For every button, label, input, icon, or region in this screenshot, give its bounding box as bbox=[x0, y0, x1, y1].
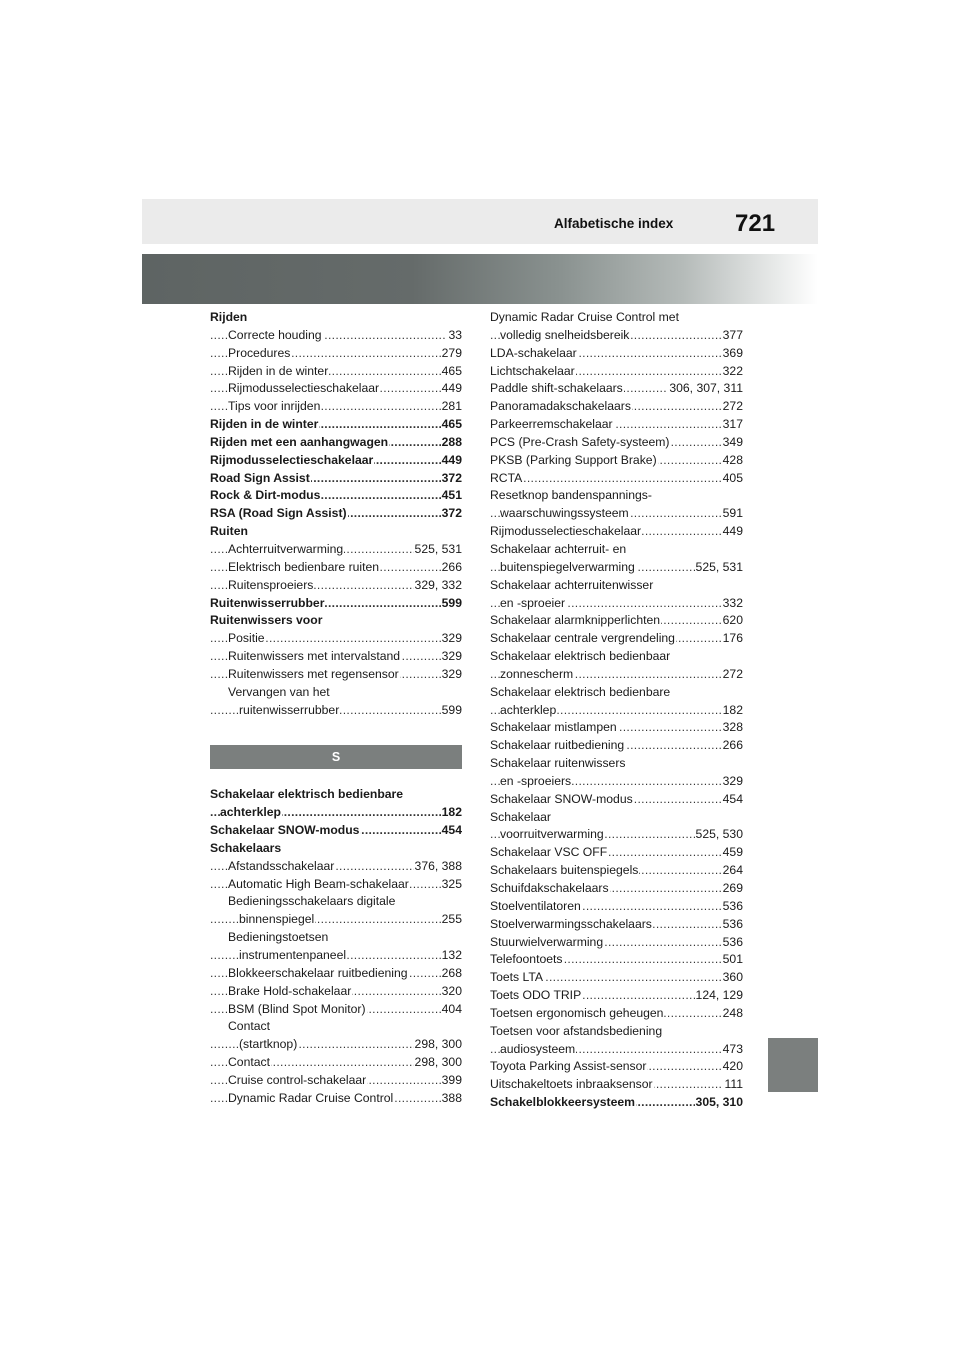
index-term: Schakelaar VSC OFF bbox=[490, 845, 608, 860]
index-entry bbox=[490, 773, 743, 791]
index-entry bbox=[490, 363, 743, 381]
header-title: Alfabetische index bbox=[554, 216, 674, 231]
index-page-ref: 360 bbox=[722, 969, 743, 987]
index-page-ref: 536 bbox=[722, 898, 743, 916]
index-term: en -sproeiers bbox=[500, 773, 572, 788]
index-page-ref: 329 bbox=[722, 773, 743, 791]
index-page-ref: 266 bbox=[722, 737, 743, 755]
index-entry bbox=[210, 804, 462, 822]
index-page-ref: 372 bbox=[441, 505, 462, 523]
index-entry bbox=[490, 612, 743, 630]
index-entry bbox=[490, 898, 743, 916]
section-header-s: S bbox=[210, 745, 462, 769]
index-term: Afstandsschakelaar bbox=[228, 858, 335, 873]
index-entry bbox=[490, 737, 743, 755]
index-term: volledig snelheidsbereik bbox=[500, 327, 630, 342]
index-entry bbox=[490, 452, 743, 470]
index-entry bbox=[490, 826, 743, 844]
index-entry bbox=[210, 858, 462, 876]
index-term: en -sproeier bbox=[500, 595, 566, 610]
index-page-ref: 459 bbox=[722, 844, 743, 862]
index-term: Automatic High Beam-schakelaar bbox=[228, 876, 409, 891]
index-page-ref: 405 bbox=[722, 470, 743, 488]
index-term: instrumentenpaneel bbox=[239, 948, 347, 962]
index-page-ref: 465 bbox=[441, 363, 462, 381]
index-entry bbox=[210, 434, 462, 452]
index-page-ref: 320 bbox=[441, 983, 462, 1001]
index-entry bbox=[210, 684, 462, 702]
index-page-ref: 272 bbox=[722, 398, 743, 416]
index-term: Rijden in de winter bbox=[228, 363, 329, 378]
index-page-ref: 525, 531 bbox=[695, 559, 743, 577]
index-column-left bbox=[210, 309, 462, 1108]
index-entry bbox=[490, 595, 743, 613]
index-term: PCS (Pre-Crash Safety-systeem) bbox=[490, 434, 670, 449]
index-entry bbox=[490, 862, 743, 880]
index-term: Cruise control-schakelaar bbox=[228, 1072, 367, 1087]
index-term: Schakelaar alarmknipperlichten bbox=[490, 613, 661, 628]
index-entry bbox=[490, 1041, 743, 1059]
index-page-ref: 473 bbox=[722, 1041, 743, 1059]
index-term: Vervangen van het bbox=[228, 684, 330, 699]
index-entry bbox=[210, 876, 462, 894]
section-thumb-tab bbox=[768, 1038, 818, 1092]
index-entry bbox=[490, 916, 743, 934]
index-page-ref: 449 bbox=[441, 380, 462, 398]
index-entry bbox=[210, 893, 462, 911]
index-entry bbox=[210, 702, 462, 720]
index-page-ref: 465 bbox=[441, 416, 462, 434]
index-entry bbox=[490, 398, 743, 416]
index-page-ref: 255 bbox=[441, 911, 462, 929]
index-entry bbox=[490, 1076, 743, 1094]
index-term: Ruiten bbox=[210, 524, 248, 539]
index-entry bbox=[210, 505, 462, 523]
index-entry bbox=[210, 559, 462, 577]
index-term: audiosysteem bbox=[500, 1041, 576, 1056]
index-entry bbox=[210, 327, 462, 345]
index-entry bbox=[210, 398, 462, 416]
index-page-ref: 288 bbox=[441, 434, 462, 452]
index-term: Tips voor inrijden bbox=[228, 399, 321, 414]
index-entry bbox=[210, 595, 462, 613]
index-list-s bbox=[210, 786, 462, 1107]
index-term: buitenspiegelverwarming bbox=[500, 559, 635, 574]
index-entry bbox=[490, 1023, 743, 1041]
index-entry bbox=[210, 929, 462, 947]
index-term: Schakelaar bbox=[490, 809, 551, 824]
index-entry bbox=[210, 648, 462, 666]
index-term: Schakelaar mistlampen bbox=[490, 720, 617, 735]
index-term: waarschuwingssysteem bbox=[500, 506, 629, 521]
index-entry bbox=[210, 1001, 462, 1019]
index-entry bbox=[490, 666, 743, 684]
index-entry bbox=[490, 345, 743, 363]
index-page-ref: 322 bbox=[722, 363, 743, 381]
index-entry bbox=[490, 987, 743, 1005]
index-entry bbox=[490, 559, 743, 577]
header-gradient-band bbox=[142, 254, 818, 304]
index-entry bbox=[490, 577, 743, 595]
index-entry bbox=[210, 345, 462, 363]
index-term: Stoelventilatoren bbox=[490, 898, 581, 913]
index-term: Schakelaar SNOW-modus bbox=[210, 823, 360, 838]
index-term: Resetknop bandenspannings- bbox=[490, 488, 652, 503]
index-term: Panoramadakschakelaars bbox=[490, 399, 631, 414]
index-page-ref: 272 bbox=[722, 666, 743, 684]
index-entry bbox=[210, 840, 462, 858]
index-page-ref: 525, 530 bbox=[695, 826, 743, 844]
index-entry bbox=[210, 541, 462, 559]
index-entry bbox=[210, 666, 462, 684]
index-term: Schakelaar elektrisch bedienbaar bbox=[490, 649, 671, 664]
index-term: Schakelaars buitenspiegels bbox=[490, 863, 639, 878]
index-entry bbox=[210, 822, 462, 840]
index-entry bbox=[490, 934, 743, 952]
index-page-ref: 306, 307, 311 bbox=[668, 380, 743, 398]
index-entry bbox=[490, 880, 743, 898]
index-term: Rijmodusselectieschakelaar bbox=[210, 452, 374, 467]
index-entry bbox=[210, 983, 462, 1001]
index-entry bbox=[490, 755, 743, 773]
index-entry bbox=[210, 1054, 462, 1072]
index-term: Parkeerremschakelaar bbox=[490, 417, 613, 432]
index-term: Bedieningstoetsen bbox=[228, 930, 329, 945]
index-entry bbox=[490, 684, 743, 702]
index-term: Ruitenwisserrubber bbox=[210, 595, 325, 610]
index-term: Schakelaar centrale vergrendeling bbox=[490, 631, 675, 646]
index-term: Rijden in de winter bbox=[210, 417, 319, 432]
index-page-ref: 404 bbox=[441, 1001, 462, 1019]
index-entry bbox=[210, 1036, 462, 1054]
index-term: Brake Hold-schakelaar bbox=[228, 983, 352, 998]
index-entry bbox=[490, 505, 743, 523]
index-page-ref: 428 bbox=[722, 452, 743, 470]
index-term: Lichtschakelaar bbox=[490, 363, 575, 378]
index-term: Schakelaar achterruit- en bbox=[490, 541, 627, 556]
index-entry bbox=[210, 1018, 462, 1036]
index-entry bbox=[490, 1094, 743, 1112]
index-entry bbox=[490, 487, 743, 505]
index-entry bbox=[490, 380, 743, 398]
index-term: achterklep bbox=[500, 702, 557, 717]
index-page-ref: 269 bbox=[722, 880, 743, 898]
index-page-ref: 111 bbox=[723, 1076, 743, 1094]
index-term: Rijden met een aanhangwagen bbox=[210, 434, 389, 449]
index-term: Schakelaars bbox=[210, 840, 282, 855]
header-bar bbox=[142, 199, 818, 244]
index-entry bbox=[490, 309, 743, 327]
index-term: Toetsen voor afstandsbediening bbox=[490, 1023, 663, 1038]
index-page-ref: 501 bbox=[722, 951, 743, 969]
index-entry bbox=[490, 648, 743, 666]
index-entry bbox=[490, 1005, 743, 1023]
index-term: Contact bbox=[228, 1019, 271, 1034]
index-entry bbox=[210, 911, 462, 929]
index-entry bbox=[490, 844, 743, 862]
index-term: Toetsen ergonomisch geheugen bbox=[490, 1005, 664, 1020]
index-term: Schakelaar ruitbediening bbox=[490, 738, 625, 753]
index-page-ref: 266 bbox=[441, 559, 462, 577]
index-page-ref: 124, 129 bbox=[695, 987, 743, 1005]
index-page-ref: 372 bbox=[441, 470, 462, 488]
index-term: zonnescherm bbox=[500, 666, 574, 681]
index-page-ref: 599 bbox=[441, 595, 462, 613]
index-page-ref: 264 bbox=[722, 862, 743, 880]
index-term: Achterruitverwarming bbox=[228, 541, 344, 556]
index-entry bbox=[210, 363, 462, 381]
index-entry bbox=[490, 719, 743, 737]
index-page-ref: 369 bbox=[722, 345, 743, 363]
index-page-ref: 317 bbox=[722, 416, 743, 434]
index-list-s-continued bbox=[490, 309, 743, 1112]
index-page-ref: 454 bbox=[441, 822, 462, 840]
index-page-ref: 454 bbox=[722, 791, 743, 809]
index-page-ref: 451 bbox=[441, 487, 462, 505]
index-page-ref: 599 bbox=[441, 702, 462, 720]
index-page-ref: 305, 310 bbox=[695, 1094, 743, 1112]
index-term: Rijmodusselectieschakelaar bbox=[228, 381, 380, 396]
index-entry bbox=[210, 1072, 462, 1090]
index-page-ref: 281 bbox=[441, 398, 462, 416]
index-term: Stoelverwarmingsschakelaars bbox=[490, 916, 652, 931]
index-term: BSM (Blind Spot Monitor) bbox=[228, 1001, 366, 1016]
index-entry bbox=[210, 577, 462, 595]
index-term: Toets LTA bbox=[490, 970, 544, 985]
index-term: voorruitverwarming bbox=[500, 827, 604, 842]
index-page-ref: 248 bbox=[722, 1005, 743, 1023]
index-term: Schakelaar elektrisch bedienbare bbox=[210, 787, 404, 802]
index-entry bbox=[490, 434, 743, 452]
index-term: Rijden bbox=[210, 310, 248, 324]
index-term: Ruitenwissers met intervalstand bbox=[228, 649, 401, 664]
index-page-ref: 298, 300 bbox=[414, 1054, 462, 1072]
index-term: Ruitensproeiers bbox=[228, 577, 314, 592]
index-page-ref: 420 bbox=[722, 1058, 743, 1076]
index-entry bbox=[210, 452, 462, 470]
index-entry bbox=[490, 809, 743, 827]
index-entry bbox=[490, 702, 743, 720]
index-page-ref: 536 bbox=[722, 934, 743, 952]
index-column-right bbox=[490, 309, 743, 1112]
index-page-ref: 132 bbox=[441, 947, 462, 965]
index-term: Rock & Dirt-modus bbox=[210, 488, 321, 503]
index-entry bbox=[210, 487, 462, 505]
page-number: 721 bbox=[735, 210, 776, 237]
index-entry bbox=[210, 612, 462, 630]
index-term: Dynamic Radar Cruise Control bbox=[228, 1090, 394, 1105]
index-page-ref: 332 bbox=[722, 595, 743, 613]
index-page-ref: 329 bbox=[441, 648, 462, 666]
index-term: binnenspiegel bbox=[239, 912, 315, 927]
index-term: Schakelaar achterruitenwisser bbox=[490, 577, 654, 592]
index-entry bbox=[490, 969, 743, 987]
index-entry bbox=[490, 541, 743, 559]
index-page-ref: 182 bbox=[722, 702, 743, 720]
index-term: Schakelaar elektrisch bedienbare bbox=[490, 684, 671, 699]
index-page-ref: 328 bbox=[722, 719, 743, 737]
index-page-ref: 325 bbox=[441, 876, 462, 894]
index-page-ref: 329 bbox=[441, 630, 462, 648]
index-page-ref: 525, 531 bbox=[414, 541, 462, 559]
index-page-ref: 176 bbox=[722, 630, 743, 648]
index-entry bbox=[490, 416, 743, 434]
index-entry bbox=[490, 470, 743, 488]
index-entry bbox=[490, 523, 743, 541]
index-term: Bedieningsschakelaars digitale bbox=[228, 894, 396, 909]
index-term: Positie bbox=[228, 631, 265, 646]
index-entry bbox=[210, 523, 462, 541]
index-term: Contact bbox=[228, 1055, 271, 1070]
index-term: Uitschakeltoets inbraaksensor bbox=[490, 1077, 653, 1092]
index-page-ref: 591 bbox=[722, 505, 743, 523]
index-term: Schuifdakschakelaars bbox=[490, 881, 609, 895]
index-entry bbox=[490, 327, 743, 345]
index-term: achterklep bbox=[220, 805, 281, 820]
index-page-ref: 329, 332 bbox=[414, 577, 462, 595]
index-entry bbox=[490, 1058, 743, 1076]
index-page-ref: 279 bbox=[441, 345, 462, 363]
index-term: Schakelaar SNOW-modus bbox=[490, 791, 633, 806]
index-list-r bbox=[210, 309, 462, 719]
index-page-ref: 399 bbox=[441, 1072, 462, 1090]
index-page-ref: 349 bbox=[722, 434, 743, 452]
index-term: (startknop) bbox=[239, 1037, 298, 1052]
index-entry bbox=[490, 630, 743, 648]
index-term: PKSB (Parking Support Brake) bbox=[490, 452, 657, 467]
index-entry bbox=[210, 1090, 462, 1108]
index-entry bbox=[210, 786, 462, 804]
index-term: Rijmodusselectieschakelaar bbox=[490, 524, 642, 539]
index-term: Ruitenwissers met regensensor bbox=[228, 666, 399, 681]
index-page-ref: 388 bbox=[441, 1090, 462, 1108]
index-term: Procedures bbox=[228, 345, 291, 360]
index-term: Stuurwielverwarming bbox=[490, 934, 604, 949]
index-term: LDA-schakelaar bbox=[490, 345, 577, 360]
index-page-ref: 376, 388 bbox=[414, 858, 462, 876]
index-page-ref: 536 bbox=[722, 916, 743, 934]
index-term: Schakelaar ruitenwissers bbox=[490, 756, 626, 771]
index-page-ref: 620 bbox=[722, 612, 743, 630]
index-term: Schakelblokkeersysteem bbox=[490, 1095, 635, 1110]
index-entry bbox=[210, 380, 462, 398]
index-term: Correcte houding bbox=[228, 327, 322, 342]
index-entry bbox=[210, 470, 462, 488]
index-term: Road Sign Assist bbox=[210, 470, 310, 485]
index-term: Telefoontoets bbox=[490, 952, 563, 967]
index-entry bbox=[210, 309, 462, 327]
index-entry bbox=[490, 951, 743, 969]
index-page-ref: 329 bbox=[441, 666, 462, 684]
index-term: Blokkeerschakelaar ruitbediening bbox=[228, 965, 408, 980]
index-page-ref: 449 bbox=[441, 452, 462, 470]
index-term: RCTA bbox=[490, 470, 523, 485]
index-term: Dynamic Radar Cruise Control met bbox=[490, 310, 679, 324]
index-entry bbox=[210, 965, 462, 983]
index-entry bbox=[490, 791, 743, 809]
index-term: Paddle shift-schakelaars bbox=[490, 381, 623, 396]
index-term: RSA (Road Sign Assist) bbox=[210, 506, 347, 521]
index-term: ruitenwisserrubber bbox=[239, 702, 340, 717]
index-page-ref: 268 bbox=[441, 965, 462, 983]
index-term: Toyota Parking Assist-sensor bbox=[490, 1059, 647, 1074]
index-page-ref: 449 bbox=[722, 523, 743, 541]
index-term: Elektrisch bedienbare ruiten bbox=[228, 559, 380, 574]
index-term: Ruitenwissers voor bbox=[210, 613, 323, 628]
index-page-ref: 182 bbox=[441, 804, 462, 822]
index-page-ref: 33 bbox=[447, 327, 462, 345]
index-term: Toets ODO TRIP bbox=[490, 988, 582, 1003]
index-entry bbox=[210, 947, 462, 965]
index-entry bbox=[210, 630, 462, 648]
index-page-ref: 377 bbox=[722, 327, 743, 345]
index-page-ref: 298, 300 bbox=[414, 1036, 462, 1054]
index-entry bbox=[210, 416, 462, 434]
